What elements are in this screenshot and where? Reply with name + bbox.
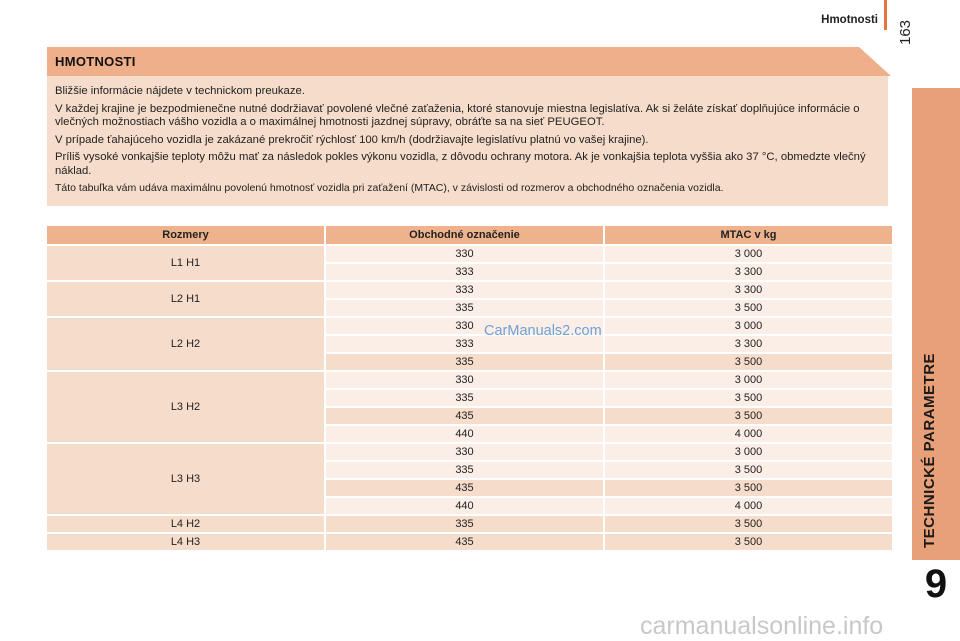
mtac-cell: 3 500	[605, 406, 892, 424]
table-row	[47, 514, 892, 532]
info-paragraph: V každej krajine je bezpodmienečne nutné dodržiavať povolené vlečné zaťaženia, ktoré stanovuje miestna legislatíva. Ak si želáte získať doplňujúce informácie o vlečných možnostiach vášho vozidla a o maximálnej hmotnosti jazdnej súpravy, obráťte sa na sieť PEUGEOT.	[55, 102, 860, 128]
commercial-code-cell: 435	[326, 406, 605, 424]
info-paragraph: Bližšie informácie nájdete v technickom preukaze.	[55, 85, 305, 97]
table-row	[47, 442, 892, 460]
page-number: 163	[897, 19, 914, 45]
commercial-code-cell: 440	[326, 424, 605, 442]
commercial-code-cell: 335	[326, 352, 605, 370]
mtac-cell: 3 000	[605, 370, 892, 388]
mtac-cell: 4 000	[605, 496, 892, 514]
mtac-cell: 3 500	[605, 298, 892, 316]
commercial-code-cell: 335	[326, 514, 605, 532]
mtac-cell: 3 000	[605, 244, 892, 262]
mtac-cell: 3 500	[605, 388, 892, 406]
commercial-code-cell: 330	[326, 370, 605, 388]
mtac-cell: 3 500	[605, 532, 892, 550]
mtac-cell: 4 000	[605, 424, 892, 442]
info-paragraph: Príliš vysoké vonkajšie teploty môžu mať za následok pokles výkonu vozidla, z dôvodu ochrany motora. Ak je vonkajšia teplota vyššia ako 37 °C, obmedzte vlečný náklad.	[55, 151, 866, 177]
commercial-code-cell: 330	[326, 442, 605, 460]
table-row	[47, 244, 892, 262]
column-header-dimensions: Rozmery	[47, 226, 326, 244]
column-header-commercial-code: Obchodné označenie	[326, 226, 605, 244]
watermark-text: CarManuals2.com	[484, 323, 602, 339]
column-header-mtac: MTAC v kg	[605, 226, 892, 244]
info-paragraph: V prípade ťahajúceho vozidla je zakázané prekročiť rýchlosť 100 km/h (dodržiavajte legislatívu platnú vo vašej krajine).	[55, 133, 649, 146]
mtac-cell: 3 300	[605, 262, 892, 280]
dimension-cell: L2 H1	[47, 280, 326, 316]
chapter-title: TECHNICKÉ PARAMETRE	[921, 352, 938, 548]
dimension-cell: L1 H1	[47, 244, 326, 280]
commercial-code-cell: 440	[326, 496, 605, 514]
commercial-code-cell: 330	[326, 244, 605, 262]
mtac-cell: 3 300	[605, 334, 892, 352]
dimension-cell: L4 H3	[47, 532, 326, 550]
table-header-row	[47, 226, 892, 244]
commercial-code-cell: 330	[326, 316, 605, 334]
mtac-cell: 3 000	[605, 316, 892, 334]
commercial-code-cell: 435	[326, 478, 605, 496]
mtac-cell: 3 300	[605, 280, 892, 298]
chapter-number: 9	[924, 562, 948, 606]
commercial-code-cell: 333	[326, 262, 605, 280]
mtac-cell: 3 500	[605, 514, 892, 532]
commercial-code-cell: 335	[326, 388, 605, 406]
commercial-code-cell: 333	[326, 280, 605, 298]
mtac-cell: 3 500	[605, 478, 892, 496]
weights-table	[47, 226, 892, 550]
section-title: HMOTNOSTI	[55, 54, 136, 69]
table-row	[47, 280, 892, 298]
header-accent-bar	[884, 0, 887, 30]
dimension-cell: L4 H2	[47, 514, 326, 532]
section-title-bar	[47, 47, 891, 76]
commercial-code-cell: 333	[326, 334, 605, 352]
dimension-cell: L2 H2	[47, 316, 326, 370]
commercial-code-cell: 435	[326, 532, 605, 550]
dimension-cell: L3 H2	[47, 370, 326, 442]
mtac-cell: 3 500	[605, 352, 892, 370]
mtac-cell: 3 500	[605, 460, 892, 478]
dimension-cell: L3 H3	[47, 442, 326, 514]
mtac-cell: 3 000	[605, 442, 892, 460]
table-body	[47, 244, 892, 550]
table-row	[47, 316, 892, 334]
table-row	[47, 370, 892, 388]
commercial-code-cell: 335	[326, 298, 605, 316]
footer-watermark: carmanualsonline.info	[640, 612, 884, 640]
info-paragraph: Táto tabuľka vám udáva maximálnu povolenú hmotnosť vozidla pri zaťažení (MTAC), v závislosti od rozmerov a obchodného označenia vozidla.	[55, 182, 724, 194]
page-header-title: Hmotnosti	[821, 14, 878, 26]
table-row	[47, 532, 892, 550]
commercial-code-cell: 335	[326, 460, 605, 478]
info-content	[55, 85, 883, 200]
